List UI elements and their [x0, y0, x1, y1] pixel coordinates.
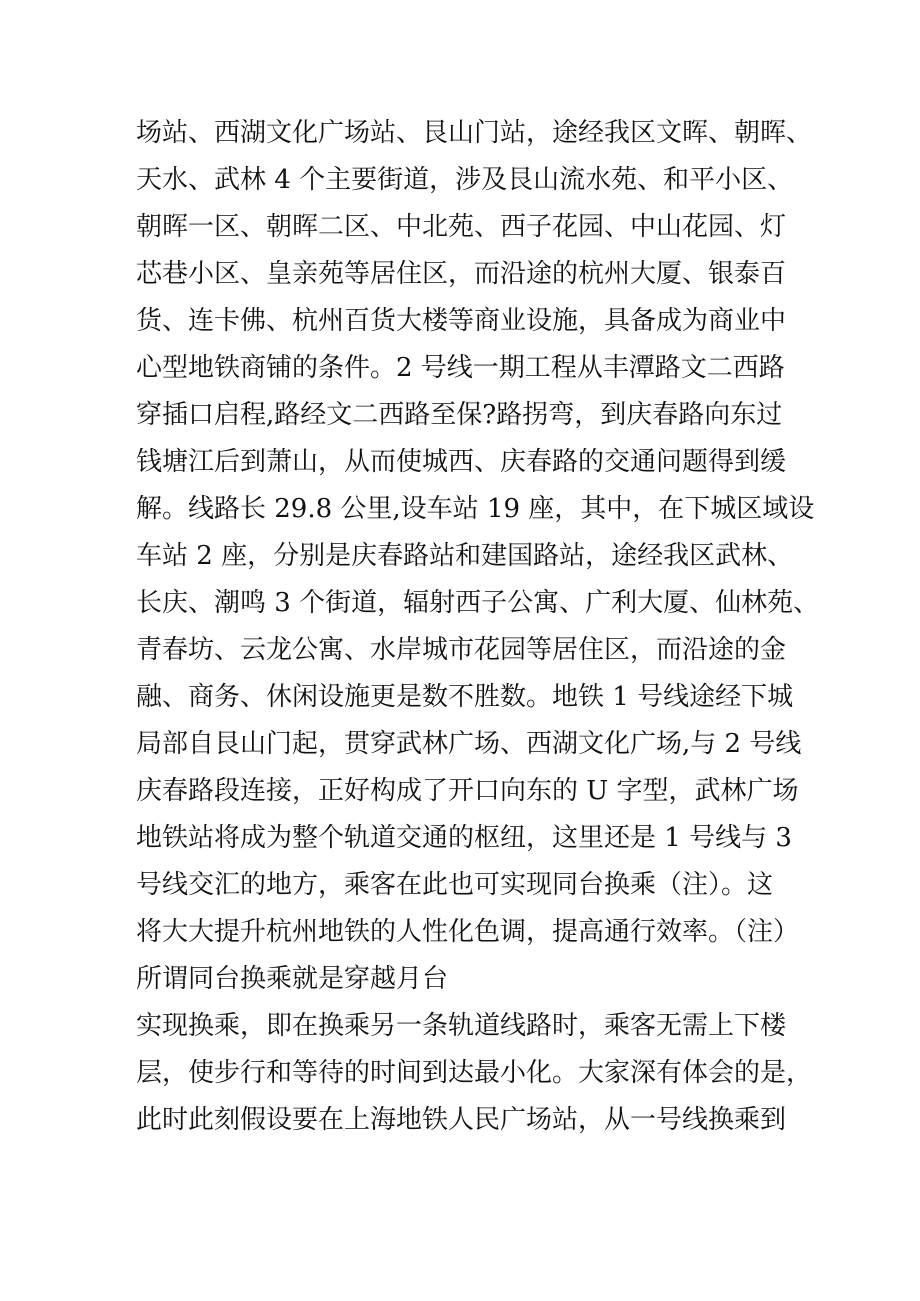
- text-line-21: 层，使步行和等待的时间到达最小化。大家深有体会的是，: [136, 1058, 813, 1088]
- text-line-14: 局部自艮山门起，贯穿武林广场、西湖文化广场,与 2 号线: [136, 729, 802, 759]
- text-line-19: 所谓同台换乘就是穿越月台: [136, 964, 449, 994]
- text-line-11: 长庆、潮鸣 3 个街道，辐射西子公寓、广利大厦、仙林苑、: [136, 588, 820, 618]
- text-line-22: 此时此刻假设要在上海地铁人民广场站，从一号线换乘到: [136, 1105, 787, 1135]
- text-line-13: 融、商务、休闲设施更是数不胜数。地铁 1 号线途经下城: [136, 682, 794, 712]
- text-line-1: 场站、西湖文化广场站、艮山门站，途经我区文晖、朝晖、: [136, 118, 813, 148]
- text-line-4: 芯巷小区、皇亲苑等居住区，而沿途的杭州大厦、银泰百: [136, 259, 787, 289]
- text-line-8: 钱塘江后到萧山，从而使城西、庆春路的交通问题得到缓: [136, 447, 787, 477]
- text-line-16: 地铁站将成为整个轨道交通的枢纽，这里还是 1 号线与 3: [136, 823, 792, 853]
- text-line-6: 心型地铁商铺的条件。2 号线一期工程从丰潭路文二西路: [136, 353, 785, 383]
- text-line-15: 庆春路段连接，正好构成了开口向东的 U 字型，武林广场: [136, 776, 799, 806]
- text-line-10: 车站 2 座，分别是庆春路站和建国路站，途经我区武林、: [136, 541, 794, 571]
- text-line-20: 实现换乘，即在换乘另一条轨道线路时，乘客无需上下楼: [136, 1011, 787, 1041]
- text-line-5: 货、连卡佛、杭州百货大楼等商业设施，具备成为商业中: [136, 306, 787, 336]
- text-line-2: 天水、武林 4 个主要街道，涉及艮山流水苑、和平小区、: [136, 165, 794, 195]
- text-line-9: 解。线路长 29.8 公里,设车站 19 座，其中，在下城区域设: [136, 494, 815, 524]
- text-line-7: 穿插口启程,路经文二西路至保?路拐弯，到庆春路向东过: [136, 400, 783, 430]
- text-line-17: 号线交汇的地方，乘客在此也可实现同台换乘（注）。这: [136, 870, 774, 900]
- text-line-12: 青春坊、云龙公寓、水岸城市花园等居住区，而沿途的金: [136, 635, 787, 665]
- text-line-3: 朝晖一区、朝晖二区、中北苑、西子花园、中山花园、灯: [136, 212, 787, 242]
- text-line-18: 将大大提升杭州地铁的人性化色调，提高通行效率。（注）: [136, 917, 800, 947]
- body-text: [136, 110, 826, 1144]
